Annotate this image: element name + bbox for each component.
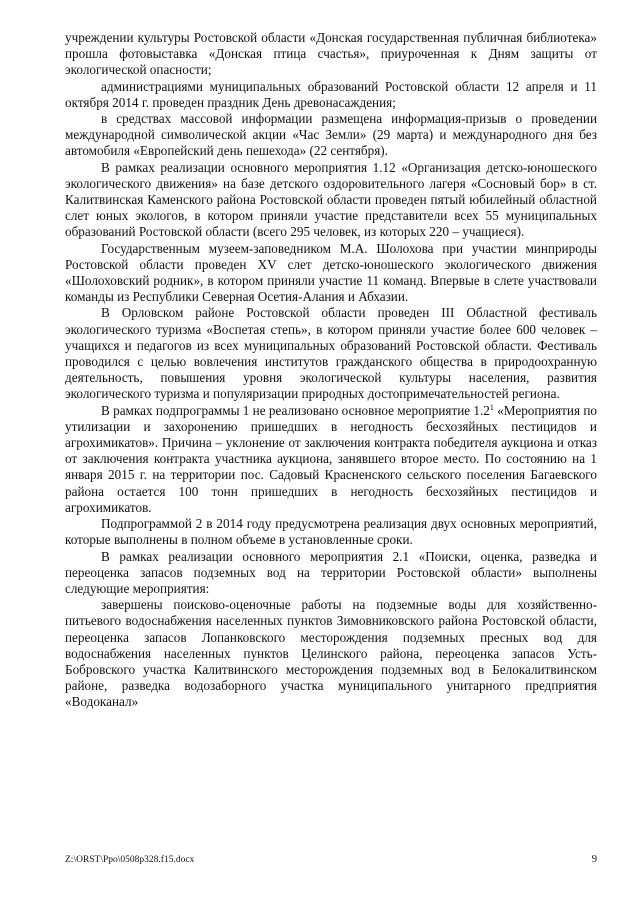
paragraph-youth-ecologists-rally: В рамках реализации основного мероприятия 1.12 «Организация детско-юношеского экологического движения» на базе детского оздоровительного лагеря «Сосновый бор» в ст. Калитвинская Каменского района Ростовской области проведен пятый юбилейный областной слет юных экологов, в котором приняли участие представители всех 55 муниципальных образований Ростовской области (всего 295 человек, из которых 220 – учащиеся).	[65, 159, 597, 240]
paragraph-media-campaigns: в средствах массовой информации размещена информация-призыв о проведении международной символической акции «Час Земли» (29 марта) и международного дня без автомобиля «Европейский день пешехода» (22 сентября).	[65, 111, 597, 159]
pesticides-text-start: В рамках подпрограммы 1 не реализовано основное мероприятие 1.2	[101, 402, 490, 418]
paragraph-groundwater-measure: В рамках реализации основного мероприятия 2.1 «Поиски, оценка, разведка и переоценка запасов подземных вод на территории Ростовской области» выполнены следующие мероприятия:	[65, 548, 597, 596]
page-number: 9	[591, 854, 597, 865]
paragraph-groundwater-works: завершены поисково-оценочные работы на подземные воды для хозяйственно-питьевого водоснабжения населенных пунктов Зимовниковского района Ростовской области, переоценка запасов Лопанковского месторождения подземных пресных вод для водоснабжения населенных пунктов Целинского района, переоценка запасов Усть-Бобровского участка Калитвинского месторождения подземных вод в Белокалитвинском районе, разведка водозаборного участка муниципального унитарного предприятия «Водоканал»	[65, 597, 597, 710]
pesticides-text-end: «Мероприятия по утилизации и захоронению пришедших в негодность бесхозяйных пестицидов и агрохимикатов». Причина – уклонение от заключения контракта победителя аукциона и отказ от заключения контракта участника аукциона, занявшего второе место. По состоянию на 1 января 2015 г. на территории пос. Садовый Красненского сельского поселения Багаевского района остается 100 тонн пришедших в негодность бесхозяйных пестицидов и агрохимикатов.	[65, 402, 598, 515]
paragraph-library-exhibition: учреждении культуры Ростовской области «Донская государственная публичная библиотека» прошла фотовыставка «Донская птица счастья», приуроченная к Дням защиты от экологической опасности;	[65, 30, 597, 78]
paragraph-subprogram-2: Подпрограммой 2 в 2014 году предусмотрена реализация двух основных мероприятий, которые выполнены в полном объеме в установленные сроки.	[65, 516, 597, 548]
footer-file-path: Z:\ORST\Ppo\0508p328.f15.docx	[65, 855, 195, 865]
paragraph-tree-planting-day: администрациями муниципальных образований Ростовской области 12 апреля и 11 октября 2014 г. проведен праздник День древонасаждения;	[65, 78, 597, 110]
paragraph-pesticides	[65, 403, 597, 516]
paragraph-eco-tourism-festival: В Орловском районе Ростовской области проведен III Областной фестиваль экологического туризма «Воспетая степь», в котором приняли участие более 600 человек – учащихся и педагогов из всех муниципальных образований Ростовской области. Фестиваль проводился с целью вовлечения институтов гражданского общества в природоохранную деятельность, повышения уровня экологической культуры населения, развития экологического туризма и популяризации природных достопримечательностей региона.	[65, 305, 597, 402]
paragraph-sholokhov-spring: Государственным музеем-заповедником М.А. Шолохова при участии минприроды Ростовской области проведен XV слет детско-юношеского экологического движения «Шолоховский родник», в котором приняли участие 11 команд. Впервые в слете участвовали команды из Республики Северная Осетия-Алания и Абхазии.	[65, 240, 597, 305]
document-page	[65, 30, 597, 711]
footnote-mark: 1	[489, 402, 494, 412]
